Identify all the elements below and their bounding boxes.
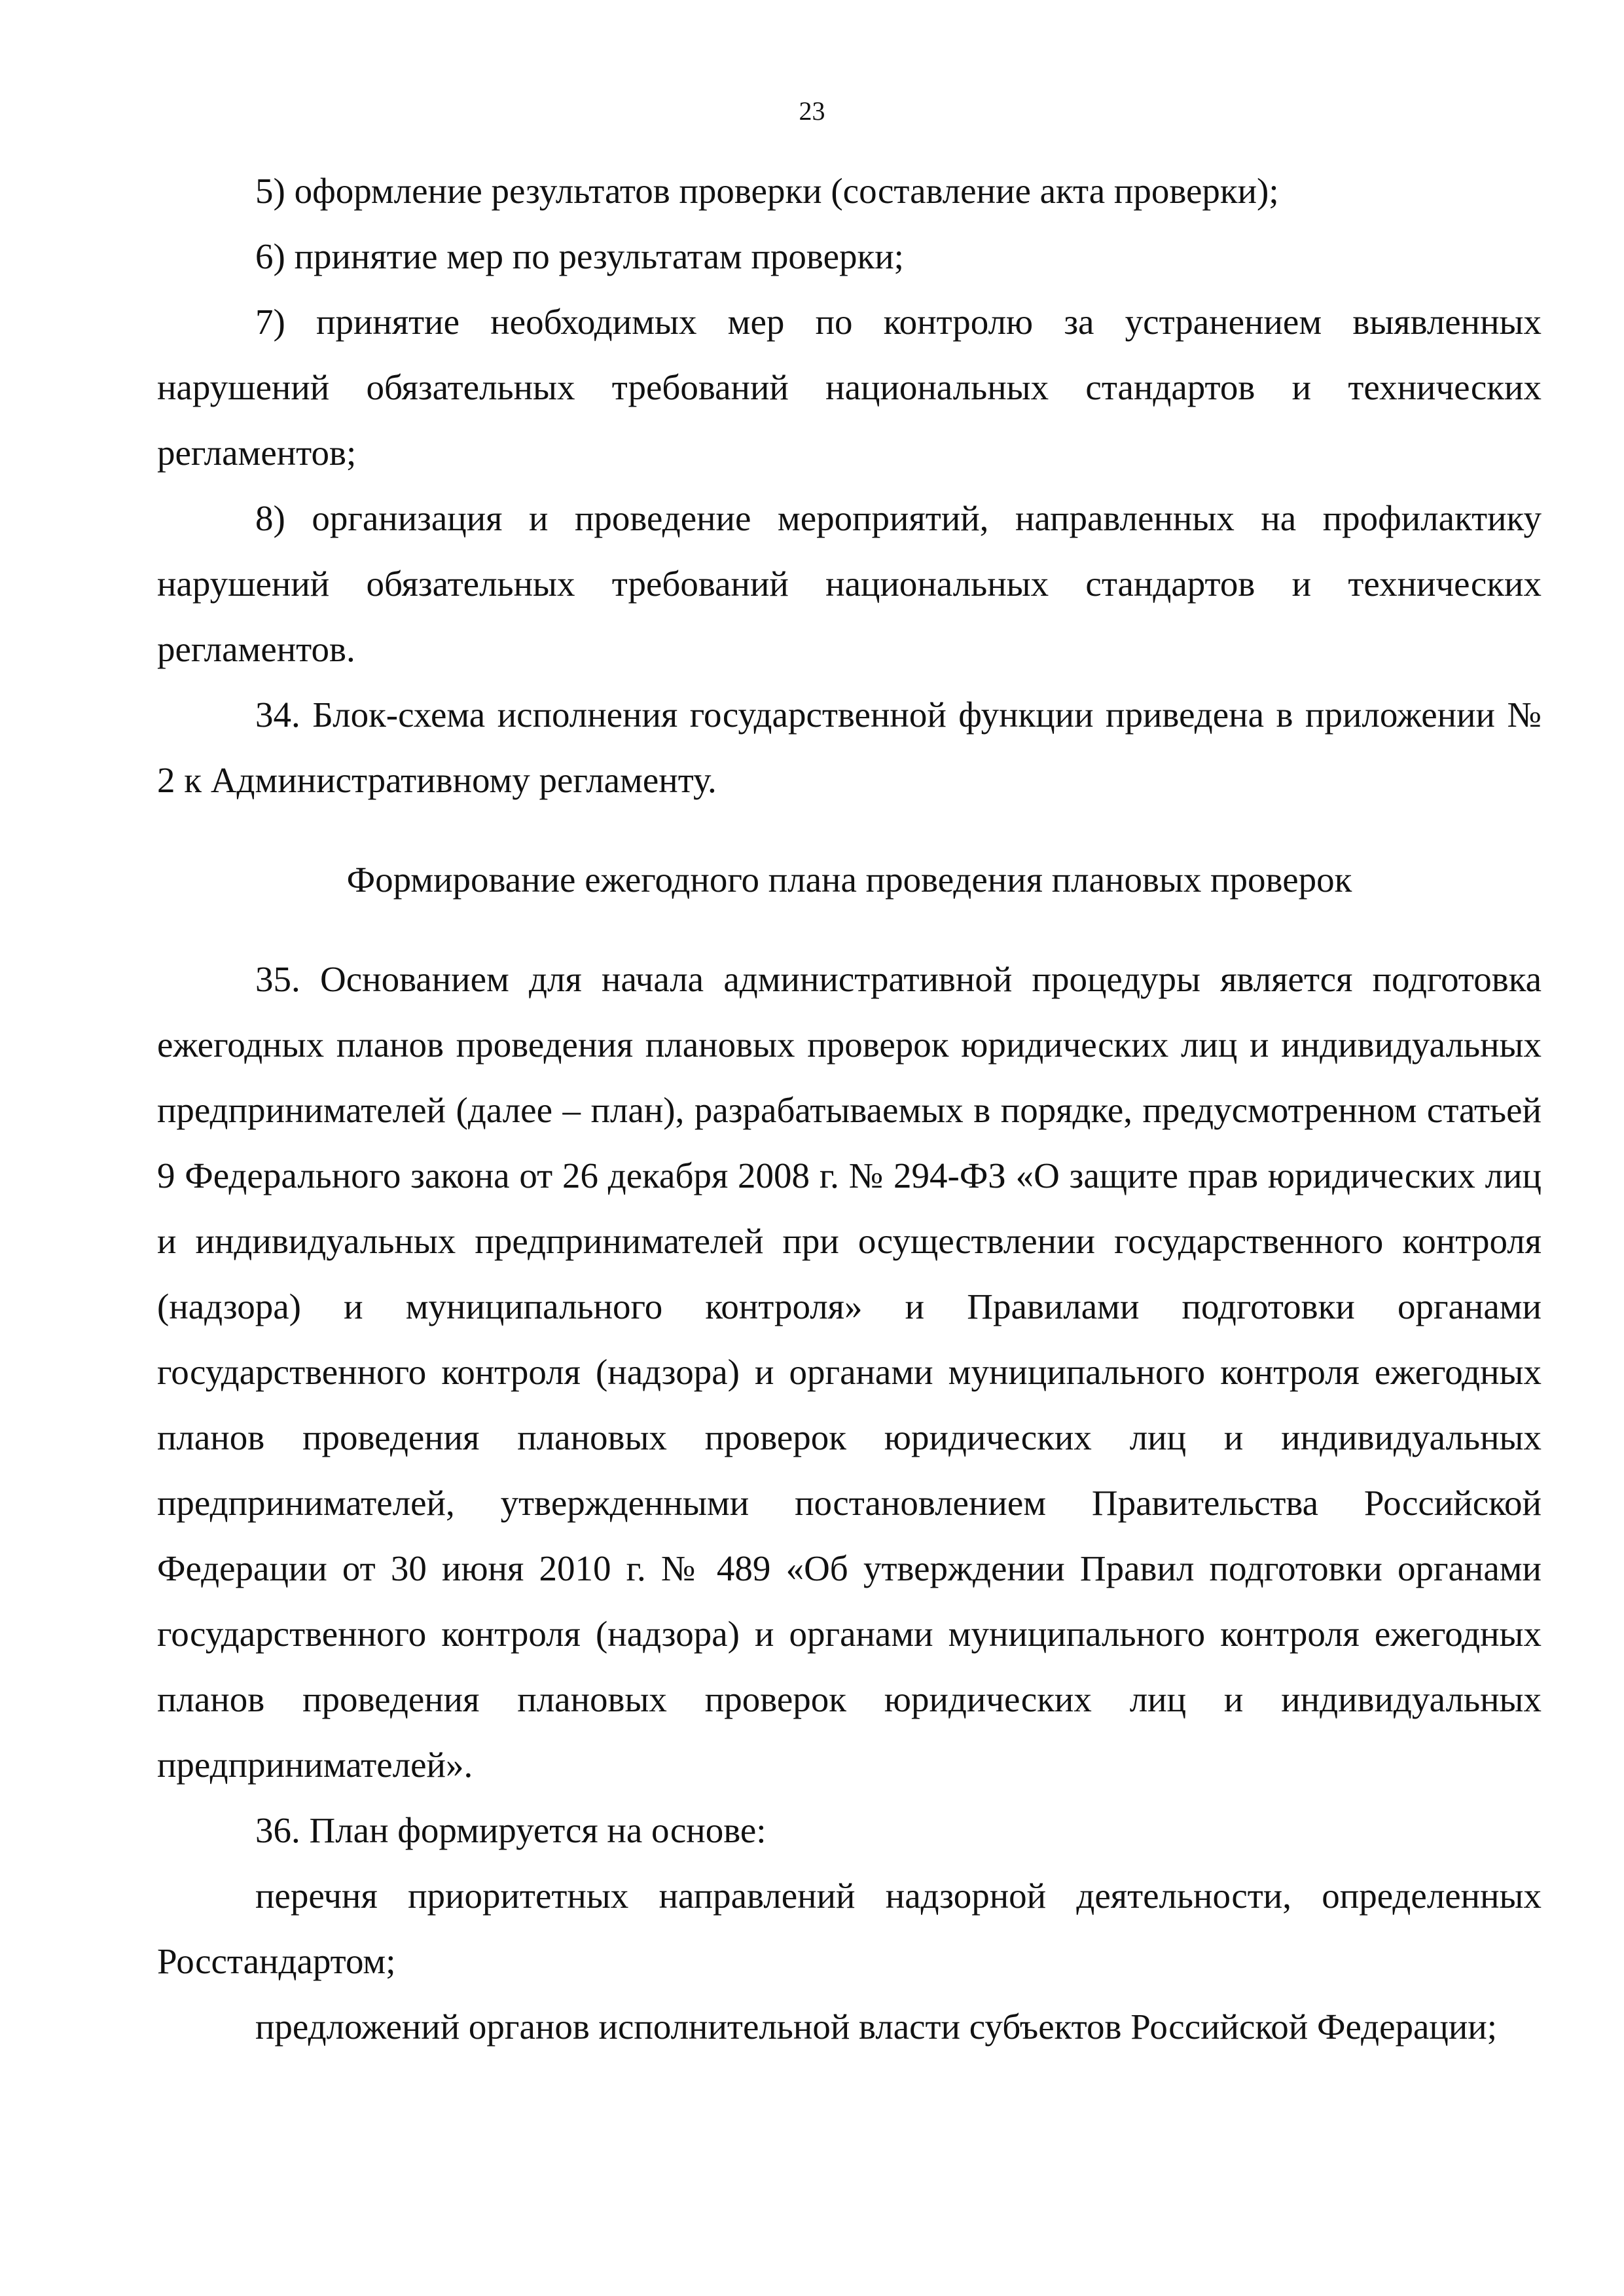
section-heading: Формирование ежегодного плана проведения плановых проверок xyxy=(346,860,1352,900)
clause-34: 34. Блок-схема исполнения государственной функции приведена в приложении № 2 к Административному регламенту. xyxy=(157,695,1542,800)
page-number: 23 xyxy=(799,96,825,126)
clause-35: 35. Основанием для начала административной процедуры является подготовка ежегодных планов проведения плановых проверок юридических лиц и индивидуальных предпринимателей (далее – план), разрабатываемых в порядке, предусмотренном статьей 9 Федерального закона от 26 декабря 2008 г. № 294-ФЗ «О защите прав юридических лиц и индивидуальных предпринимателей при осуществлении государственного контроля (надзора) и муниципального контроля» и Правилами подготовки органами государственного контроля (надзора) и органами муниципального контроля ежегодных планов проведения плановых проверок юридических лиц и индивидуальных предпринимателей, утвержденными постановлением Правительства Российской Федерации от 30 июня 2010 г. № 489 «Об утверждении Правил подготовки органами государственного контроля (надзора) и органами муниципального контроля ежегодных планов проведения плановых проверок юридических лиц и индивидуальных предпринимателей». xyxy=(157,959,1542,1785)
document-body xyxy=(157,158,1542,2060)
list-item-5: 5) оформление результатов проверки (составление акта проверки); xyxy=(255,171,1279,211)
basis-item-regional-proposals: предложений органов исполнительной власти субъектов Российской Федерации; xyxy=(255,2007,1498,2047)
basis-item-priority-directions: перечня приоритетных направлений надзорной деятельности, определенных Росстандартом; xyxy=(157,1876,1542,1981)
list-item-8: 8) организация и проведение мероприятий, направленных на профилактику нарушений обязательных требований национальных стандартов и технических регламентов. xyxy=(157,498,1542,669)
clause-36: 36. План формируется на основе: xyxy=(255,1810,767,1850)
list-item-7: 7) принятие необходимых мер по контролю за устранением выявленных нарушений обязательных требований национальных стандартов и технических регламентов; xyxy=(157,302,1542,473)
list-item-6: 6) принятие мер по результатам проверки; xyxy=(255,236,904,276)
